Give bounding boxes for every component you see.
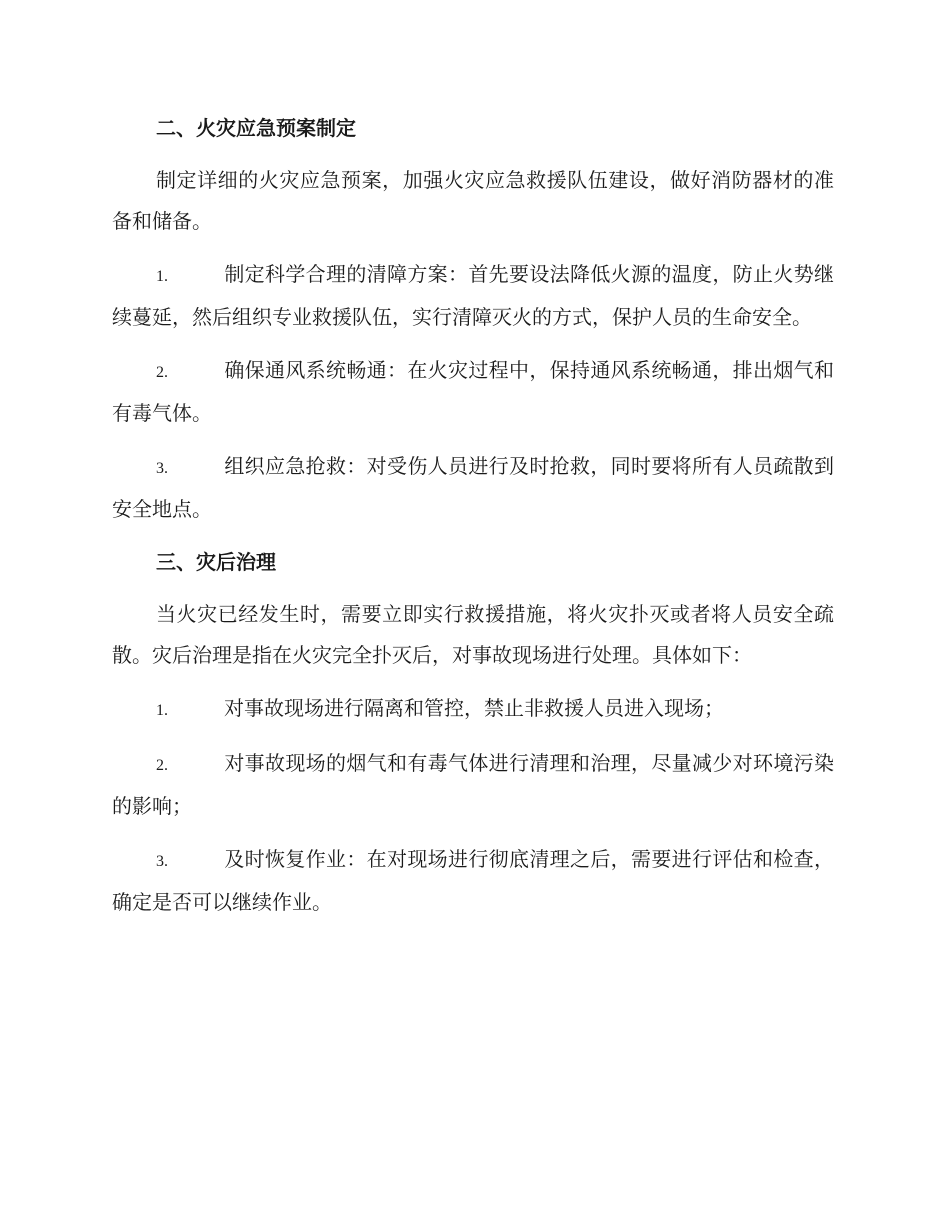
section-heading-emergency-plan: 二、火灾应急预案制定 bbox=[156, 116, 356, 140]
list-item-number: 1. bbox=[156, 268, 168, 285]
section-intro-post-disaster: 当火灾已经发生时，需要立即实行救援措施，将火灾扑灭或者将人员安全疏散。灾后治理是指在火灾完全扑灭后，对事故现场进行处理。具体如下： bbox=[112, 602, 834, 667]
list-item-text: 组织应急抢救：对受伤人员进行及时抢救，同时要将所有人员疏散到安全地点。 bbox=[112, 454, 834, 521]
list-item-text: 及时恢复作业：在对现场进行彻底清理之后，需要进行评估和检查，确定是否可以继续作业。 bbox=[112, 847, 834, 914]
list-item-number: 3. bbox=[156, 853, 168, 870]
list-item-text: 对事故现场进行隔离和管控，禁止非救援人员进入现场； bbox=[224, 696, 724, 720]
list-item bbox=[112, 254, 834, 338]
section-heading-post-disaster: 三、灾后治理 bbox=[156, 550, 276, 574]
list-item-number: 2. bbox=[156, 757, 168, 774]
list-item-text: 对事故现场的烟气和有毒气体进行清理和治理，尽量减少对环境污染的影响； bbox=[112, 751, 834, 818]
list-item-text: 制定科学合理的清障方案：首先要设法降低火源的温度，防止火势继续蔓延，然后组织专业救援队伍，实行清障灭火的方式，保护人员的生命安全。 bbox=[112, 262, 834, 329]
document-body bbox=[112, 108, 834, 935]
list-item bbox=[112, 446, 834, 530]
section-intro-emergency-plan: 制定详细的火灾应急预案，加强火灾应急救援队伍建设，做好消防器材的准备和储备。 bbox=[112, 168, 834, 233]
list-item-number: 2. bbox=[156, 364, 168, 381]
list-item bbox=[112, 350, 834, 434]
list-item-text: 确保通风系统畅通：在火灾过程中，保持通风系统畅通，排出烟气和有毒气体。 bbox=[112, 358, 834, 425]
list-item-number: 3. bbox=[156, 460, 168, 477]
list-item-number: 1. bbox=[156, 702, 168, 719]
list-item bbox=[112, 743, 834, 827]
list-item bbox=[112, 688, 834, 731]
list-item bbox=[112, 839, 834, 923]
